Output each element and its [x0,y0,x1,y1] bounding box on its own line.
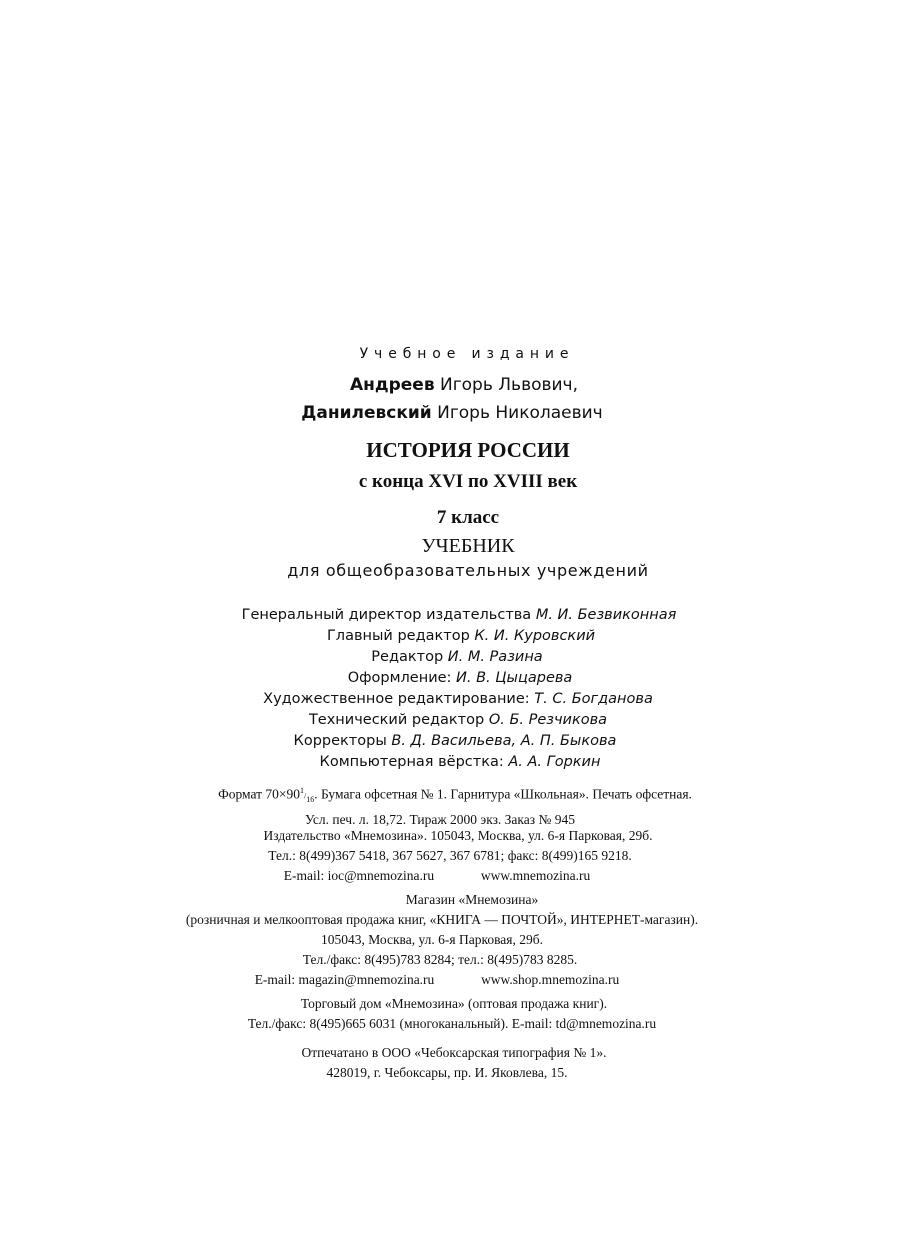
trade-house-block [0,994,914,1034]
publisher-block [0,826,914,886]
staff-list [0,605,914,773]
shop-title: Магазин «Мнемозина» [405,892,539,907]
staff-name: Т. С. Богданова [534,691,653,707]
shop-website[interactable]: www.shop.mnemozina.ru [481,972,620,987]
staff-row [4,605,914,626]
audience: для общеобразовательных учреждений [287,561,649,580]
staff-name: А. А. Горкин [508,754,601,770]
book-title: ИСТОРИЯ РОССИИ [366,438,570,462]
staff-row [2,689,914,710]
publisher-contacts [0,866,914,886]
author-1 [14,371,914,399]
format-sub: 16 [306,795,315,805]
staff-role: Художественное редактирование: [263,691,530,707]
format-line: Формат $70\times 90^1/_{16}$. Бумага офсетная № 1. Гарнитура «Школьная». Печать офсетная. [218,786,692,805]
staff-row [6,668,914,689]
shop-desc: (розничная и мелкооптовая продажа книг, «КНИГА — ПОЧТОЙ», ИНТЕРНЕТ-магазин). [185,912,699,927]
staff-row [8,626,914,647]
imprint-block [0,781,914,830]
title-block [0,435,914,583]
publisher-website[interactable]: www.mnemozina.ru [480,868,591,883]
staff-name: И. В. Цыцарева [456,670,573,686]
printer-line2: 428019, г. Чебоксары, пр. И. Яковлева, 15. [326,1065,568,1080]
publisher-email[interactable]: E-mail: ioc@mnemozina.ru [283,868,435,883]
book-type: УЧЕБНИК [421,535,515,557]
staff-name: В. Д. Васильева, А. П. Быкова [391,733,617,749]
publisher-phones: Тел.: 8(499)367 5418, 367 5627, 367 6781; факс: 8(499)165 9218. [268,848,632,863]
staff-name: И. М. Разина [447,649,543,665]
grade: 7 класс [436,507,500,528]
edition-type: Учебное издание [359,346,575,362]
staff-row [0,647,914,668]
printer-line1: Отпечатано в ООО «Чебоксарская типография № 1». [301,1045,607,1060]
staff-row [2,710,914,731]
format-rest: . Бумага офсетная № 1. Гарнитура «Школьная». Печать офсетная. [314,786,692,802]
shop-contacts [0,970,914,990]
staff-name: К. И. Куровский [474,628,596,644]
staff-role: Технический редактор [308,712,485,728]
staff-role: Генеральный директор издательства [241,607,532,623]
author-2-surname: Данилевский [301,403,432,423]
printer-block [0,1043,914,1083]
format-prefix: Формат 70×90 [218,786,301,802]
author-2 [0,399,914,427]
author-2-name: Игорь Николаевич [437,403,603,423]
shop-email[interactable]: E-mail: magazin@mnemozina.ru [254,972,435,987]
trade-house-line2: Тел./факс: 8(495)665 6031 (многоканальный). E-mail: td@mnemozina.ru [247,1016,657,1031]
format-sup: 1 [300,786,305,795]
author-1-name: Игорь Львович, [440,375,579,395]
staff-role: Корректоры [293,733,387,749]
staff-role: Оформление: [347,670,452,686]
book-subtitle: с конца XVI по XVIII век [358,471,578,492]
print-line: Усл. печ. л. 18,72. Тираж 2000 экз. Заказ № 945 [305,812,575,828]
trade-house-line1: Торговый дом «Мнемозина» (оптовая продажа книг). [300,996,608,1011]
staff-row [0,731,914,752]
staff-role: Редактор [371,649,444,665]
shop-address: 105043, Москва, ул. 6-я Парковая, 29б. [321,932,543,947]
shop-phones: Тел./факс: 8(495)783 8284; тел.: 8(495)783 8285. [302,952,578,967]
author-1-surname: Андреев [349,375,435,395]
staff-row [6,752,914,773]
shop-block [0,890,914,990]
staff-name: М. И. Безвиконная [535,607,677,623]
staff-role: Компьютерная вёрстка: [319,754,504,770]
publisher-address: Издательство «Мнемозина». 105043, Москва, ул. 6-я Парковая, 29б. [263,828,653,843]
staff-name: О. Б. Резчикова [488,712,608,728]
authors-block [0,345,914,427]
staff-role: Главный редактор [326,628,470,644]
